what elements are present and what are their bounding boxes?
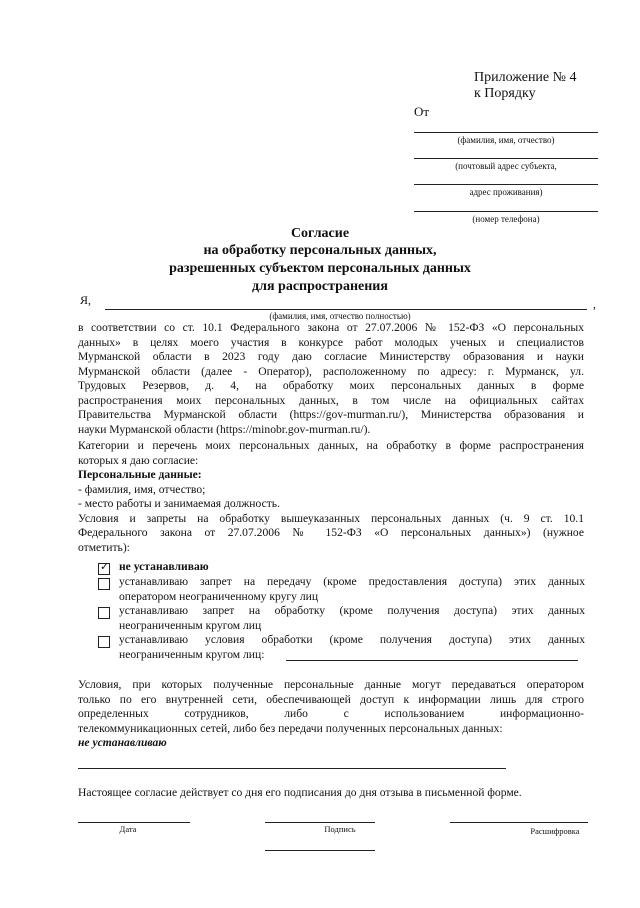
p1-line-4: Мурманской области (далее - Оператор), расположенному по адресу: г. Мурманск, ул. [78, 364, 584, 378]
p1-line-6: распространения моих персональных данных, в том числе на официальных сайтах [78, 393, 584, 407]
p3-line-3: отметить): [78, 540, 130, 554]
caption-phone: (номер телефона) [472, 214, 540, 224]
conditions-paragraph [78, 678, 584, 751]
option-3-label [119, 604, 585, 633]
option-4-checkbox[interactable] [98, 636, 110, 648]
option-4-line-2: неограниченным кругом лиц: [119, 647, 265, 661]
option-3-line-2: неограниченным кругом лиц [119, 618, 262, 632]
title-line-1: Согласие [290, 226, 350, 241]
decoding-caption: Расшифровка [530, 826, 580, 836]
caption-postal: (почтовый адрес субъекта, [455, 161, 557, 171]
conditions-line-1: Условия, при которых полученные персональные данные могут передаваться оператором [78, 678, 584, 691]
date-field-line[interactable] [78, 822, 190, 823]
p2-line-2: которых я даю согласие: [78, 453, 199, 467]
p3-line-1: Условия и запреты на обработку вышеуказанных персональных данных (ч. 9 ст. 10.1 [78, 511, 584, 525]
validity-text: Настоящее согласие действует со дня его подписания до дня отзыва в письменной форме. [78, 786, 522, 799]
option-2-label [119, 575, 585, 604]
conditions-line-2: только по его внутренней сети, обеспечивающей доступ к информации лишь для строго [78, 692, 584, 706]
signature-caption: Подпись [324, 824, 356, 834]
option-4-conditions-field-line[interactable] [286, 660, 578, 661]
decoding-field-line[interactable] [450, 822, 588, 823]
address-field-line[interactable] [414, 184, 598, 185]
appendix-line-2: к Порядку [474, 86, 536, 101]
option-1-label: не устанавливаю [119, 560, 209, 573]
option-3-checkbox[interactable] [98, 607, 110, 619]
p3-line-2: Федерального закона от 27.07.2006 № 152-ФЗ «О персональных данных») (нужное [78, 526, 584, 539]
signature-field-line[interactable] [265, 822, 375, 823]
p1-line-1: в соответствии со ст. 10.1 Федерального закона от 27.07.2006 № 152-ФЗ «О персональных [78, 321, 584, 334]
personal-data-item-2: - место работы и занимаемая должность. [78, 497, 280, 510]
categories-paragraph [78, 439, 584, 555]
conditions-field-line[interactable] [78, 768, 506, 769]
option-4-line-1: устанавливаю условия обработки (кроме получения доступа) этих данных [119, 633, 585, 646]
option-3-line-1: устанавливаю запрет на обработку (кроме получения доступа) этих данных [119, 604, 585, 617]
option-4-label [119, 633, 585, 662]
extra-signature-line [265, 850, 375, 851]
p1-line-8: науки Мурманской области (https://minobr.gov-murman.ru/). [78, 422, 371, 436]
option-2-line-1: устанавливаю запрет на передачу (кроме предоставления доступа) этих данных [119, 575, 585, 588]
option-1-checkbox-checked[interactable] [98, 563, 110, 575]
personal-data-item-1: - фамилия, имя, отчество; [78, 482, 206, 496]
name-field-line[interactable] [414, 132, 598, 133]
postal-field-line[interactable] [414, 158, 598, 159]
caption-address: адрес проживания) [469, 187, 543, 197]
p1-line-3: Мурманской области в 2023 году даю согласие Министерству образования и науки [78, 350, 584, 363]
appendix-line-1: Приложение № 4 [474, 70, 577, 85]
phone-field-line[interactable] [414, 211, 598, 212]
caption-full-name: (фамилия, имя, отчество полностью) [269, 311, 411, 321]
ya-label: Я, [80, 293, 92, 307]
option-2-checkbox[interactable] [98, 578, 110, 590]
p1-line-7: Правительства Мурманской области (https://gov-murman.ru/), Министерства образования и [78, 408, 584, 421]
appendix-header [474, 70, 577, 102]
title-line-2: на обработку персональных данных, [203, 243, 437, 258]
conditions-answer: не устанавливаю [78, 736, 167, 749]
intro-comma: , [593, 297, 596, 311]
personal-data-heading: Персональные данные: [78, 468, 202, 481]
p1-line-5: Трудовых Резервов, д. 4, на обработку моих персональных данных в форме [78, 379, 584, 392]
p1-line-2: данных» в целях моего участия в конкурсе работ молодых ученых и специалистов [78, 335, 584, 349]
title-line-4: для распространения [252, 279, 388, 294]
option-2-line-2: оператором неограниченному кругу лиц [119, 589, 319, 603]
conditions-line-3: определенных сотрудников, либо с использованием информационно- [78, 707, 584, 720]
consent-paragraph [78, 321, 584, 437]
full-name-field-line[interactable] [105, 309, 587, 310]
caption-name: (фамилия, имя, отчество) [457, 135, 555, 145]
p2-line-1: Категории и перечень моих персональных данных, на обработку в форме распространения [78, 439, 584, 452]
date-caption: Дата [119, 824, 137, 834]
title-line-3: разрешенных субъектом персональных данных [169, 261, 471, 276]
from-label: От [414, 104, 430, 119]
conditions-line-4: телекоммуникационных сетей, либо без передачи полученных персональных данных: [78, 721, 503, 735]
